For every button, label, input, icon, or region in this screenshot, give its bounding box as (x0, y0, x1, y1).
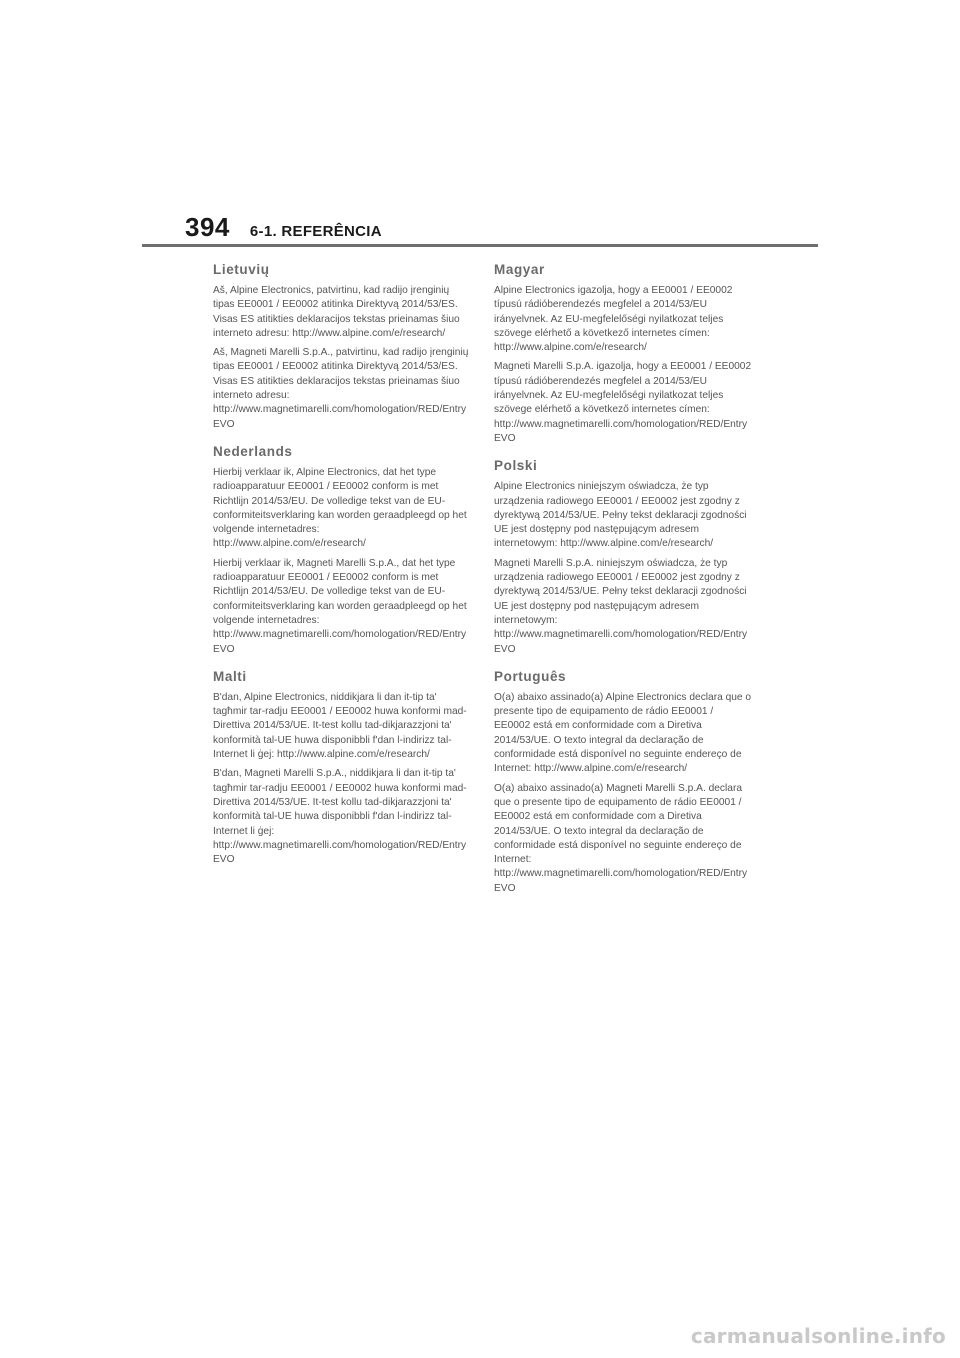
paragraph: Alpine Electronics igazolja, hogy a EE0001 / EE0002 típusú rádióberendezés megfelel a 2014/53/EU irányelvnek. Az EU-megfelelőségi nyilatkozat teljes szövege elérhető a következő internetes címen: http://www.alpine.com/e/research/ (494, 285, 733, 354)
right-column (494, 262, 752, 908)
section-lietuviu (213, 262, 471, 432)
section-nederlands (213, 444, 471, 657)
paragraph: B'dan, Magneti Marelli S.p.A., niddikjara li dan it-tip ta' tagħmir tar-radju EE0001 / EE0002 huwa konformi mad-Direttiva 2014/53/UE. It-test kollu tad-dikjarazzjoni ta' konformità tal-UE huwa disponibbli f'dan l-indirizz tal-Internet li ġej: http://www.magnetimarelli.com/homologation/RED/EntryEVO (213, 768, 467, 866)
paragraph: Aš, Magneti Marelli S.p.A., patvirtinu, kad radijo įrenginių tipas EE0001 / EE0002 atitinka Direktyvą 2014/53/ES. Visas ES atitikties deklaracijos tekstas prieinamas šiuo interneto adresu: http://www.magnetimarelli.com/homologation/RED/EntryEVO (213, 347, 469, 430)
paragraph: B'dan, Alpine Electronics, niddikjara li dan it-tip ta' tagħmir tar-radju EE0001 / EE0002 huwa konformi mad-Direttiva 2014/53/UE. It-test kollu tad-dikjarazzjoni ta' konformità tal-UE huwa disponibbli f'dan l-indirizz tal-Internet li ġej: http://www.alpine.com/e/research/ (213, 691, 467, 761)
paragraph: Aš, Alpine Electronics, patvirtinu, kad radijo įrenginių tipas EE0001 / EE0002 atitinka Direktyvą 2014/53/ES. Visas ES atitikties deklaracijos tekstas prieinamas šiuo interneto adresu: http://www.alpine.com/e/research/ (213, 285, 460, 339)
paragraph: O(a) abaixo assinado(a) Alpine Electronics declara que o presente tipo de equipamento de rádio EE0001 / EE0002 está em conformidade com a Diretiva 2014/53/UE. O texto integral da declaração de conformidade está disponível no seguinte endereço de Internet: http://www.alpine.com/e/research/ (494, 691, 752, 775)
header-rule (142, 244, 818, 247)
section-heading: Malti (213, 668, 247, 684)
paragraph: Magneti Marelli S.p.A. niniejszym oświadcza, że typ urządzenia radiowego EE0001 / EE0002 jest zgodny z dyrektywą 2014/53/UE. Pełny tekst deklaracji zgodności UE jest dostępny pod następującym adresem internetowym: http://www.magnetimarelli.com/homologation/RED/EntryEVO (494, 557, 748, 655)
page-number: 394 (185, 212, 230, 242)
watermark: carmanualsonline.info (690, 1324, 946, 1348)
section-polski (494, 458, 752, 657)
paragraph: Hierbij verklaar ik, Alpine Electronics, dat het type radioapparatuur EE0001 / EE0002 conform is met Richtlijn 2014/53/EU. De volledige tekst van de EU-conformiteitsverklaring kan worden geraadpleegd op het volgende internetadres: http://www.alpine.com/e/research/ (213, 466, 467, 550)
section-heading: Magyar (494, 262, 545, 277)
section-title: 6-1. REFERÊNCIA (249, 223, 382, 240)
paragraph: Magneti Marelli S.p.A. igazolja, hogy a EE0001 / EE0002 típusú rádióberendezés megfelel a 2014/53/EU irányelvnek. Az EU-megfelelőségi nyilatkozat teljes szövege elérhető a következő internetes címen: http://www.magnetimarelli.com/homologation/RED/EntryEVO (494, 361, 752, 444)
section-heading: Nederlands (213, 443, 293, 459)
section-malti (213, 669, 471, 868)
section-magyar (494, 262, 752, 446)
paragraph: O(a) abaixo assinado(a) Magneti Marelli S.p.A. declara que o presente tipo de equipamento de rádio EE0001 / EE0002 está em conformidade com a Diretiva 2014/53/UE. O texto integral da declaração de conformidade está disponível no seguinte endereço de Internet: http://www.magnetimarelli.com/homologation/RED/EntryEVO (494, 782, 748, 894)
section-heading: Português (494, 668, 567, 684)
paragraph: Alpine Electronics niniejszym oświadcza, że typ urządzenia radiowego EE0001 / EE0002 jest zgodny z dyrektywą 2014/53/UE. Pełny tekst deklaracji zgodności UE jest dostępny pod następującym adresem internetowym: http://www.alpine.com/e/research/ (494, 481, 747, 550)
section-heading: Polski (494, 458, 538, 474)
section-portugues (494, 669, 752, 896)
section-heading: Lietuvių (213, 262, 270, 277)
paragraph: Hierbij verklaar ik, Magneti Marelli S.p.A., dat het type radioapparatuur EE0001 / EE0002 conform is met Richtlijn 2014/53/EU. De volledige tekst van de EU-conformiteitsverklaring kan worden geraadpleegd op het volgende internetadres: http://www.magnetimarelli.com/homologation/RED/EntryEVO (213, 557, 467, 655)
left-column (213, 262, 471, 879)
